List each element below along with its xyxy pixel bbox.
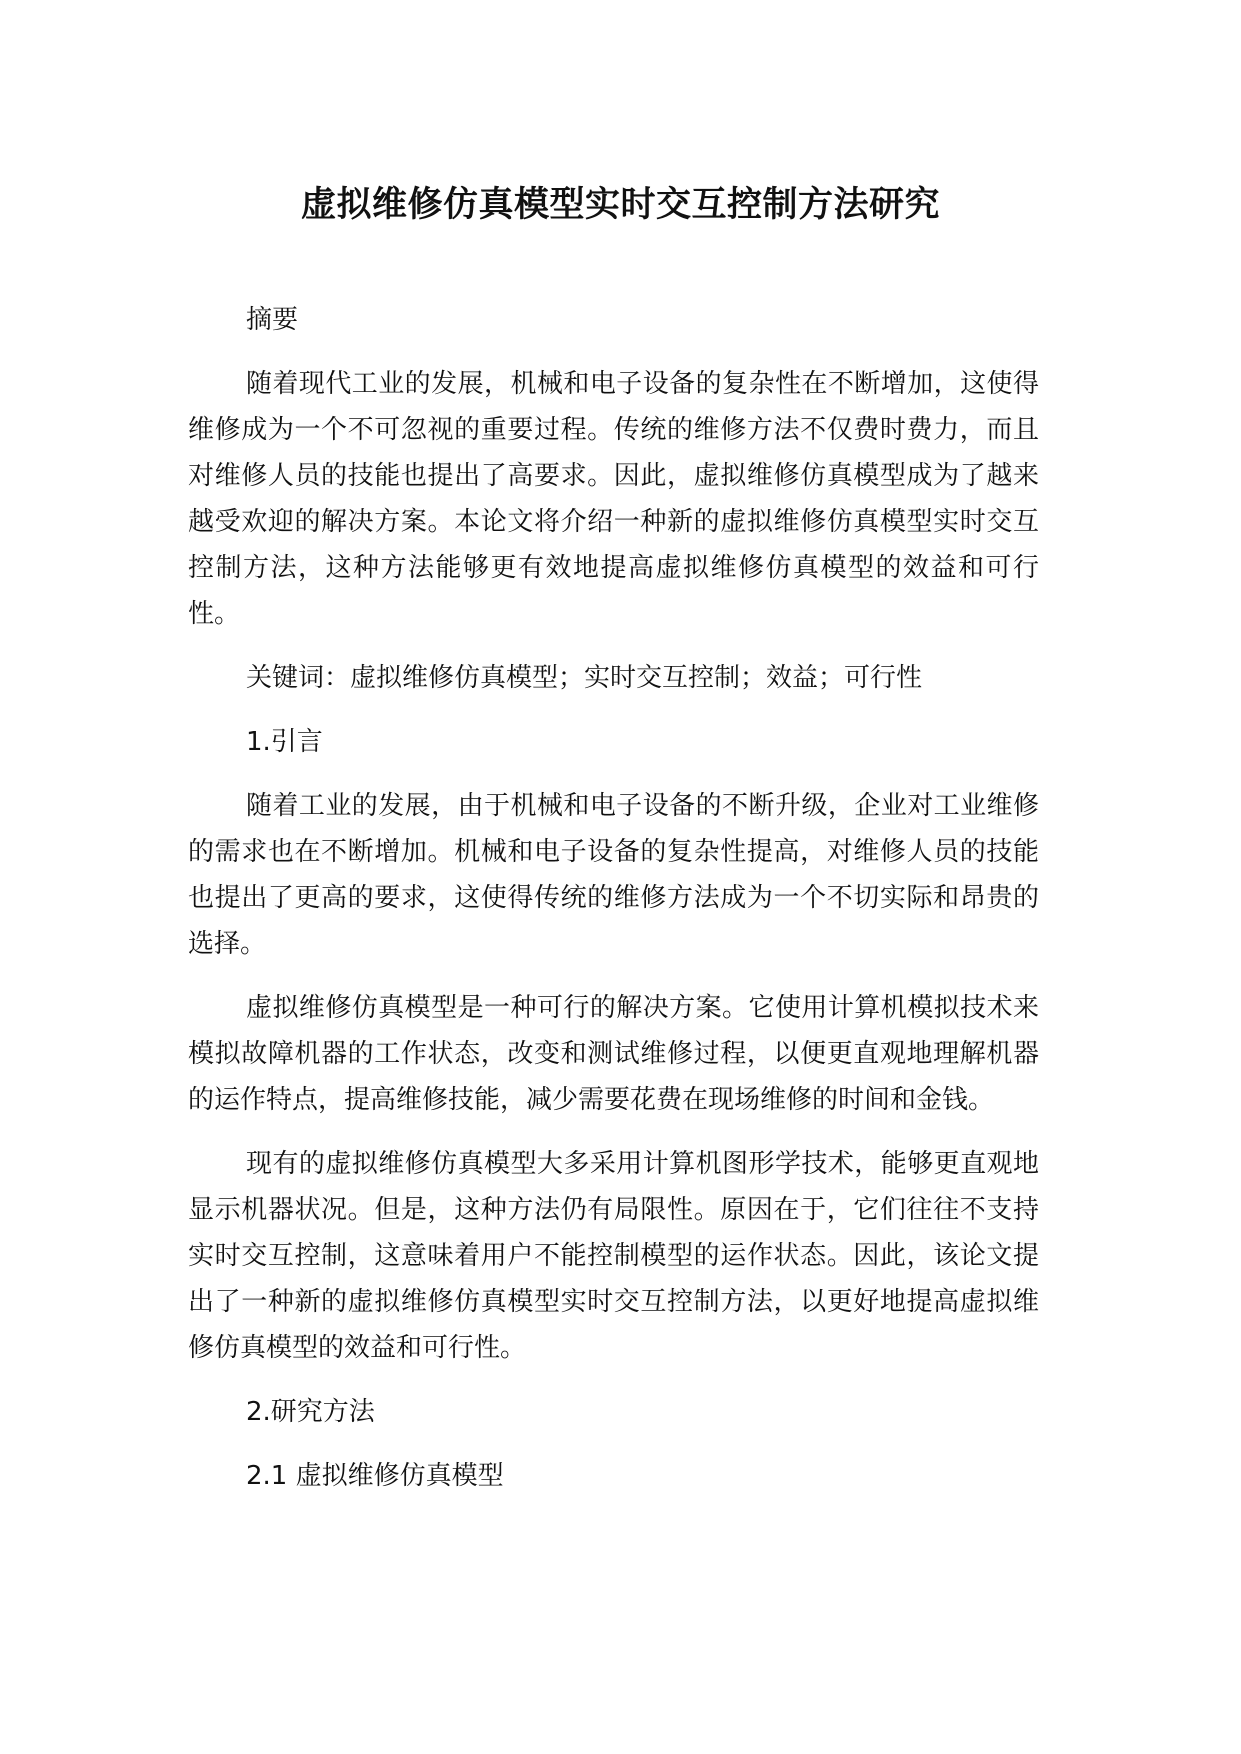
- abstract-paragraph: 随着现代工业的发展，机械和电子设备的复杂性在不断增加，这使得维修成为一个不可忽视的重要过程。传统的维修方法不仅费时费力，而且对维修人员的技能也提出了高要求。因此，虚拟维修仿真模型成为了越来越受欢迎的解决方案。本论文将介绍一种新的虚拟维修仿真模型实时交互控制方法，这种方法能够更有效地提高虚拟维修仿真模型的效益和可行性。: [188, 369, 1039, 629]
- intro-paragraph-1: 随着工业的发展，由于机械和电子设备的不断升级，企业对工业维修的需求也在不断增加。机械和电子设备的复杂性提高，对维修人员的技能也提出了更高的要求，这使得传统的维修方法成为一个不切实际和昂贵的选择。: [188, 791, 1039, 959]
- intro-paragraph-3: 现有的虚拟维修仿真模型大多采用计算机图形学技术，能够更直观地显示机器状况。但是，这种方法仍有局限性。原因在于，它们往往不支持实时交互控制，这意味着用户不能控制模型的运作状态。因此，该论文提出了一种新的虚拟维修仿真模型实时交互控制方法，以更好地提高虚拟维修仿真模型的效益和可行性。: [188, 1149, 1039, 1363]
- section-2-heading: 2.研究方法: [246, 1397, 375, 1427]
- intro-paragraph-2: 虚拟维修仿真模型是一种可行的解决方案。它使用计算机模拟技术来模拟故障机器的工作状态，改变和测试维修过程，以便更直观地理解机器的运作特点，提高维修技能，减少需要花费在现场维修的时间和金钱。: [188, 993, 1039, 1115]
- paper-title: 虚拟维修仿真模型实时交互控制方法研究: [300, 185, 940, 225]
- abstract-heading: 摘要: [246, 305, 299, 335]
- section-1-heading: 1.引言: [246, 727, 323, 757]
- keywords-line: 关键词：虚拟维修仿真模型；实时交互控制；效益；可行性: [246, 663, 923, 693]
- section-2-1-heading: 2.1 虚拟维修仿真模型: [246, 1461, 504, 1491]
- paper-body: [188, 297, 1039, 1499]
